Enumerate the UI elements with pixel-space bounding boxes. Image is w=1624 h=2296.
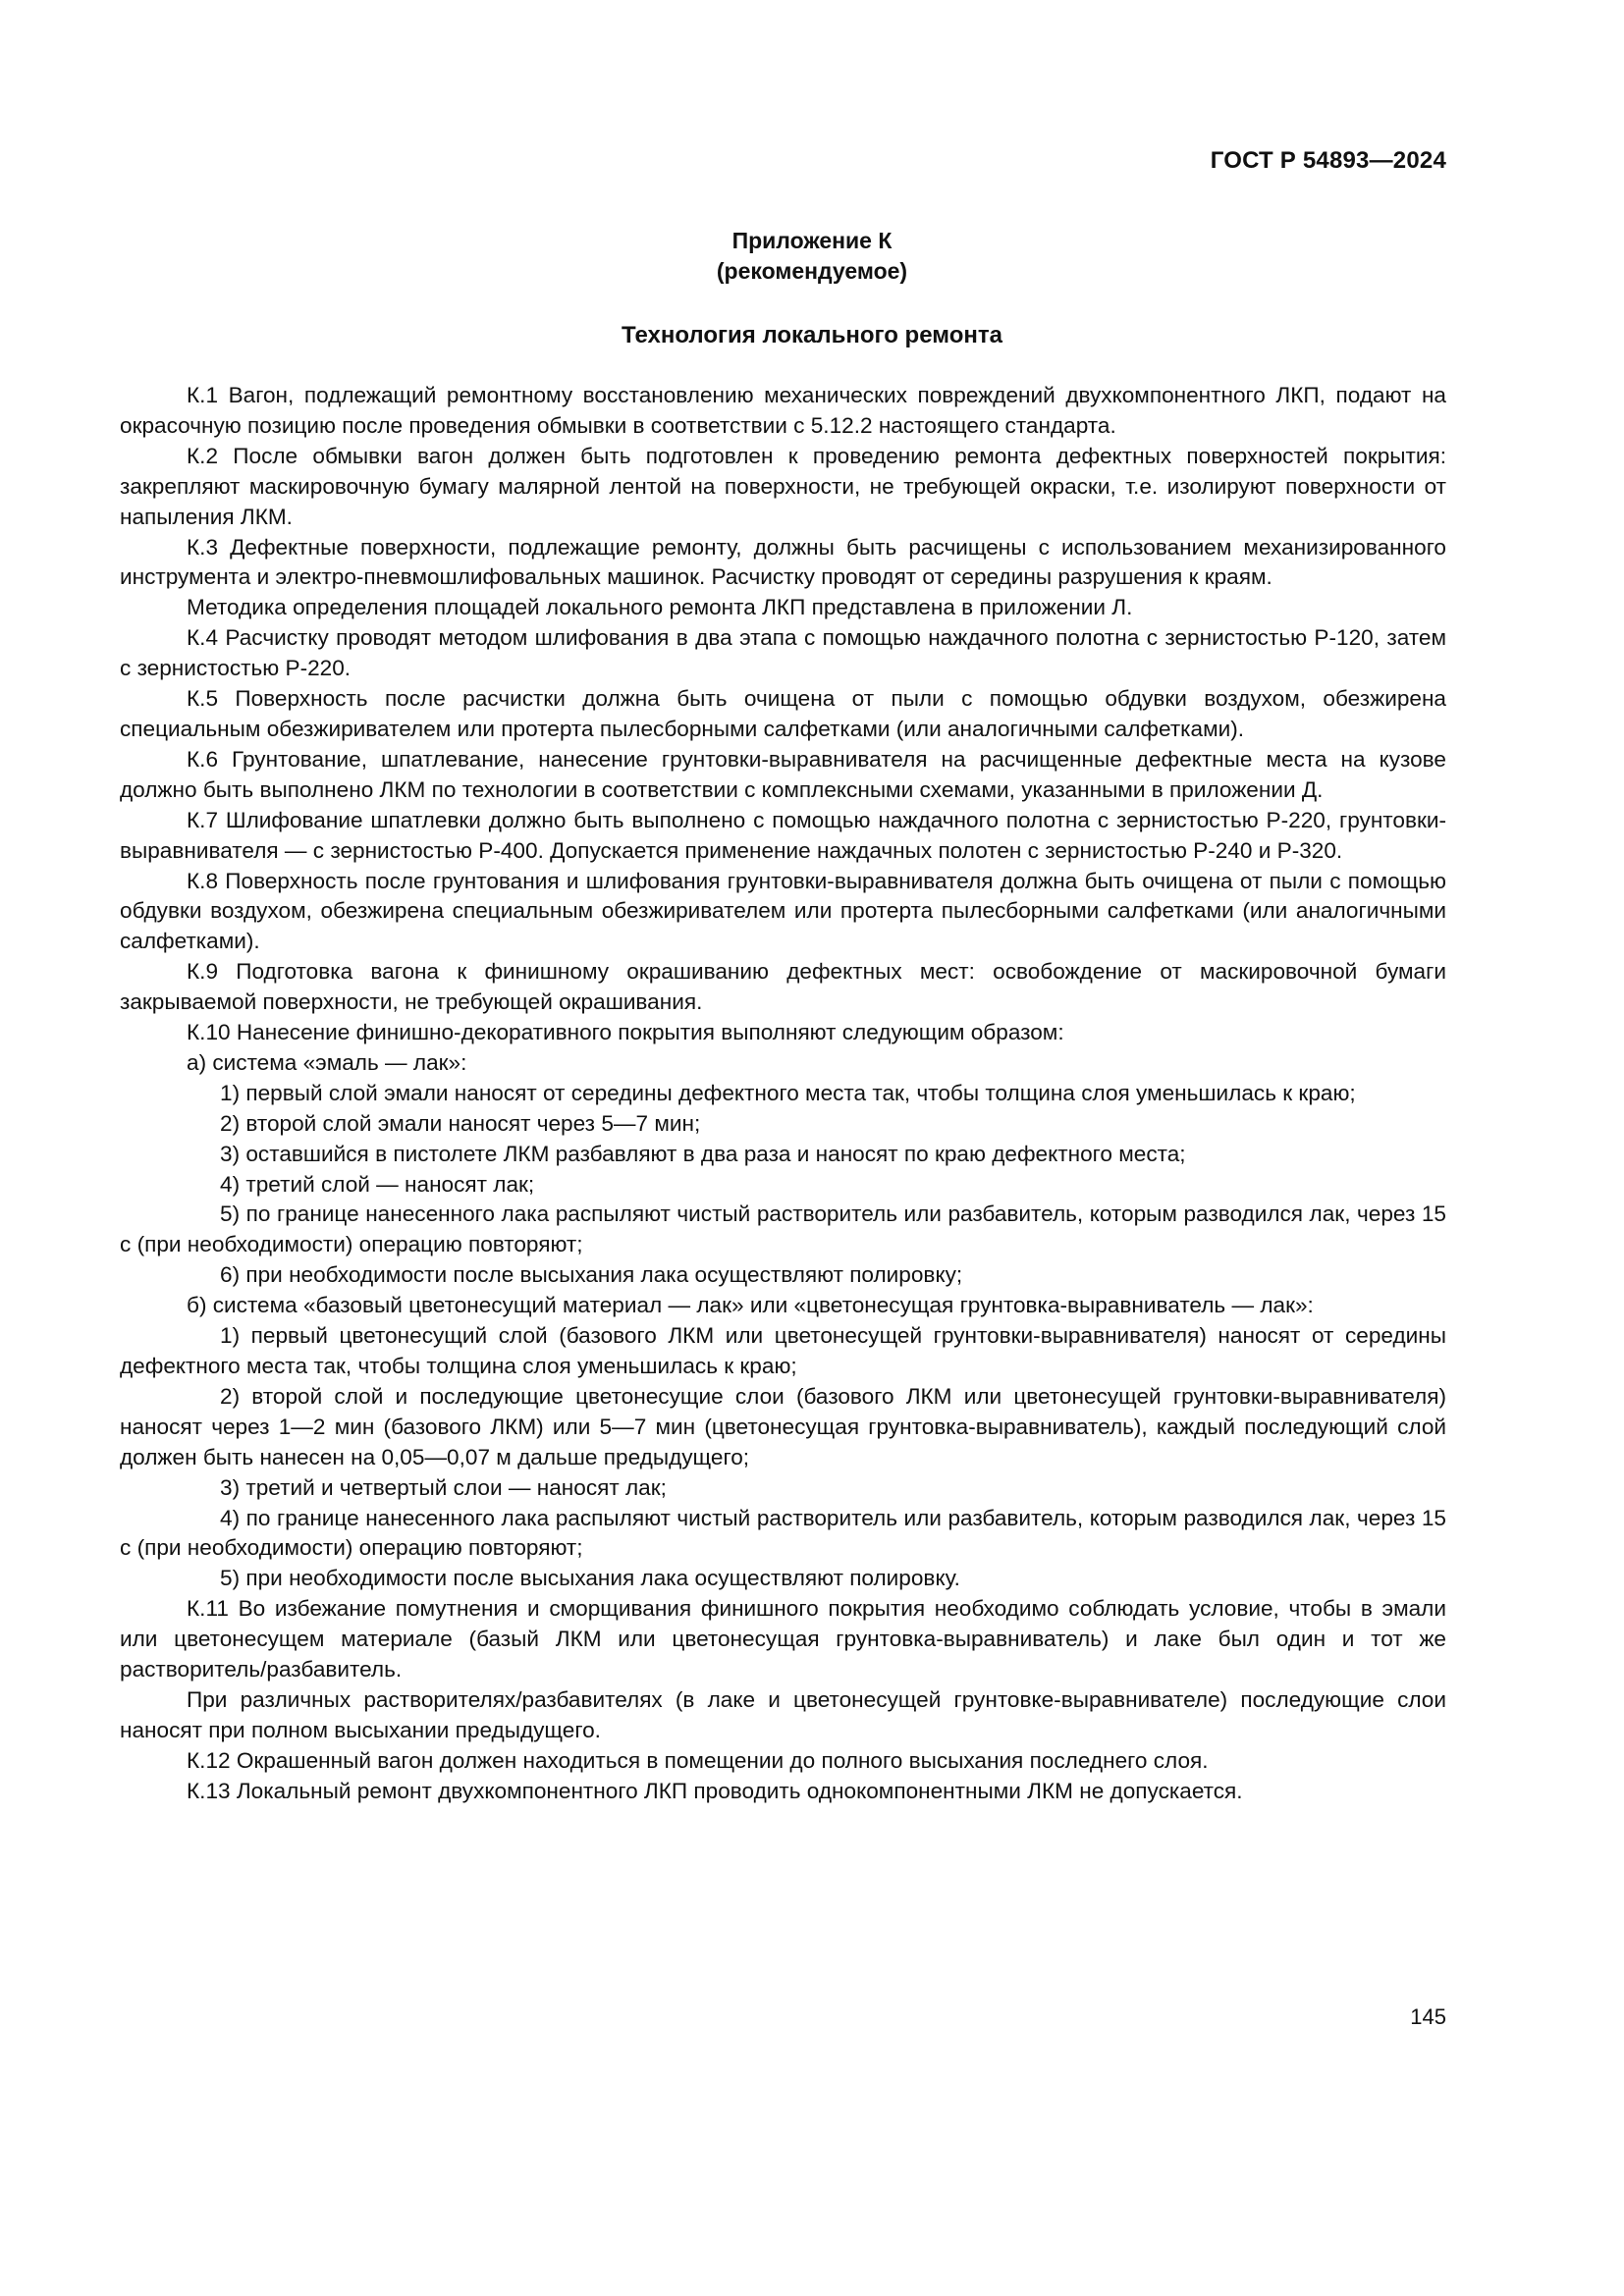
standard-code: ГОСТ Р 54893—2024 <box>1210 147 1446 174</box>
list-item-b-5: 5) при необходимости после высыхания лака осуществляют полировку. <box>220 1566 960 1591</box>
list-item-b-1: 1) первый цветонесущий слой (базового ЛКМ или цветонесущей грунтовки-выравнивателя) наносят от середины дефектного места так, чтобы толщина слоя уменьшилась к краю; <box>120 1323 1446 1378</box>
paragraph-solvent-note: При различных растворителях/разбавителях (в лаке и цветонесущей грунтовке-выравнивателе) последующие слои наносят при полном высыхании предыдущего. <box>120 1686 1446 1742</box>
appendix-status: (рекомендуемое) <box>716 258 908 284</box>
list-item-b-2: 2) второй слой и последующие цветонесущие слои (базового ЛКМ или цветонесущей грунтовки-выравнивателя) наносят через 1—2 мин (базового ЛКМ) или 5—7 мин (цветонесущая грунтовка-выравниватель), каждый последующий слой должен быть нанесен на 0,05—0,07 м дальше предыдущего; <box>120 1383 1446 1469</box>
paragraph-k9: К.9 Подготовка вагона к финишному окрашиванию дефектных мест: освобождение от маскировочной бумаги закрываемой поверхности, не требующей окрашивания. <box>120 959 1446 1015</box>
list-item-a: а) система «эмаль — лак»: <box>187 1049 467 1075</box>
paragraph-k4: К.4 Расчистку проводят методом шлифования в два этапа с помощью наждачного полотна с зернистостью Р-120, затем с зернистостью Р-220. <box>120 625 1446 681</box>
paragraph-k1: К.1 Вагон, подлежащий ремонтному восстановлению механических повреждений двухкомпонентного ЛКП, подают на окрасочную позицию после проведения обмывки в соответствии с 5.12.2 настоящего стандарта. <box>120 383 1446 438</box>
paragraph-k6: К.6 Грунтование, шпатлевание, нанесение грунтовки-выравнивателя на расчищенные дефектные места на кузове должно быть выполнено ЛКМ по технологии в соответствии с комплексными схемами, указанными в приложении Д. <box>120 746 1446 802</box>
appendix-heading <box>0 226 1624 287</box>
appendix-title: Приложение К <box>731 228 893 253</box>
paragraph-k8: К.8 Поверхность после грунтования и шлифования грунтовки-выравнивателя должна быть очищена от пыли с помощью обдувки воздухом, обезжирена специальным обезжиривателем или протерта пылесборными салфетками (или аналогичными салфетками). <box>120 868 1446 954</box>
list-item-b-4: 4) по границе нанесенного лака распыляют чистый растворитель или разбавитель, которым разводился лак, через 15 с (при необходимости) операцию повторяют; <box>120 1505 1446 1561</box>
section-title: Технология локального ремонта <box>622 322 1002 348</box>
paragraph-k3: К.3 Дефектные поверхности, подлежащие ремонту, должны быть расчищены с использованием механизированного инструмента и электро-пневмошлифовальных машинок. Расчистку проводят от середины разрушения к краям. <box>120 534 1446 590</box>
paragraph-k12: К.12 Окрашенный вагон должен находиться в помещении до полного высыхания последнего слоя. <box>187 1747 1209 1773</box>
paragraph-k7: К.7 Шлифование шпатлевки должно быть выполнено с помощью наждачного полотна с зернистостью Р-220, грунтовки-выравнивателя — с зернистостью Р-400. Допускается применение наждачных полотен с зернистостью Р-240 и Р-320. <box>120 807 1446 863</box>
paragraph-k2: К.2 После обмывки вагон должен быть подготовлен к проведению ремонта дефектных поверхностей покрытия: закрепляют маскировочную бумагу малярной лентой на поверхности, не требующей окраски, т.е. изолируют поверхности от напыления ЛКМ. <box>120 443 1446 529</box>
list-item-a-6: 6) при необходимости после высыхания лака осуществляют полировку; <box>220 1262 963 1288</box>
list-item-a-1: 1) первый слой эмали наносят от середины дефектного места так, чтобы толщина слоя уменьшилась к краю; <box>220 1080 1356 1105</box>
list-item-a-4: 4) третий слой — наносят лак; <box>220 1171 535 1197</box>
list-item-a-2: 2) второй слой эмали наносят через 5—7 мин; <box>220 1110 701 1136</box>
paragraph-method-note: Методика определения площадей локального ремонта ЛКП представлена в приложении Л. <box>187 595 1133 620</box>
list-item-a-5: 5) по границе нанесенного лака распыляют чистый растворитель или разбавитель, которым разводился лак, через 15 с (при необходимости) операцию повторяют; <box>120 1201 1446 1257</box>
paragraph-k10: К.10 Нанесение финишно-декоративного покрытия выполняют следующим образом: <box>187 1020 1064 1045</box>
paragraph-k11: К.11 Во избежание помутнения и сморщивания финишного покрытия необходимо соблюдать условие, чтобы в эмали или цветонесущем материале (базый ЛКМ или цветонесущая грунтовка-выравниватель) и лаке был один и тот же растворитель/разбавитель. <box>120 1596 1446 1682</box>
list-item-b-3: 3) третий и четвертый слои — наносят лак; <box>220 1474 667 1500</box>
paragraph-k5: К.5 Поверхность после расчистки должна быть очищена от пыли с помощью обдувки воздухом, обезжирена специальным обезжиривателем или протерта пылесборными салфетками (или аналогичными салфетками). <box>120 686 1446 741</box>
body-text <box>120 381 1446 1807</box>
page-number: 145 <box>1410 2004 1446 2029</box>
list-item-a-3: 3) оставшийся в пистолете ЛКМ разбавляют в два раза и наносят по краю дефектного места; <box>220 1141 1186 1166</box>
list-item-b: б) система «базовый цветонесущий материал — лак» или «цветонесущая грунтовка-выравниватель — лак»: <box>187 1293 1314 1318</box>
paragraph-k13: К.13 Локальный ремонт двухкомпонентного ЛКП проводить однокомпонентными ЛКМ не допускается. <box>187 1778 1243 1803</box>
